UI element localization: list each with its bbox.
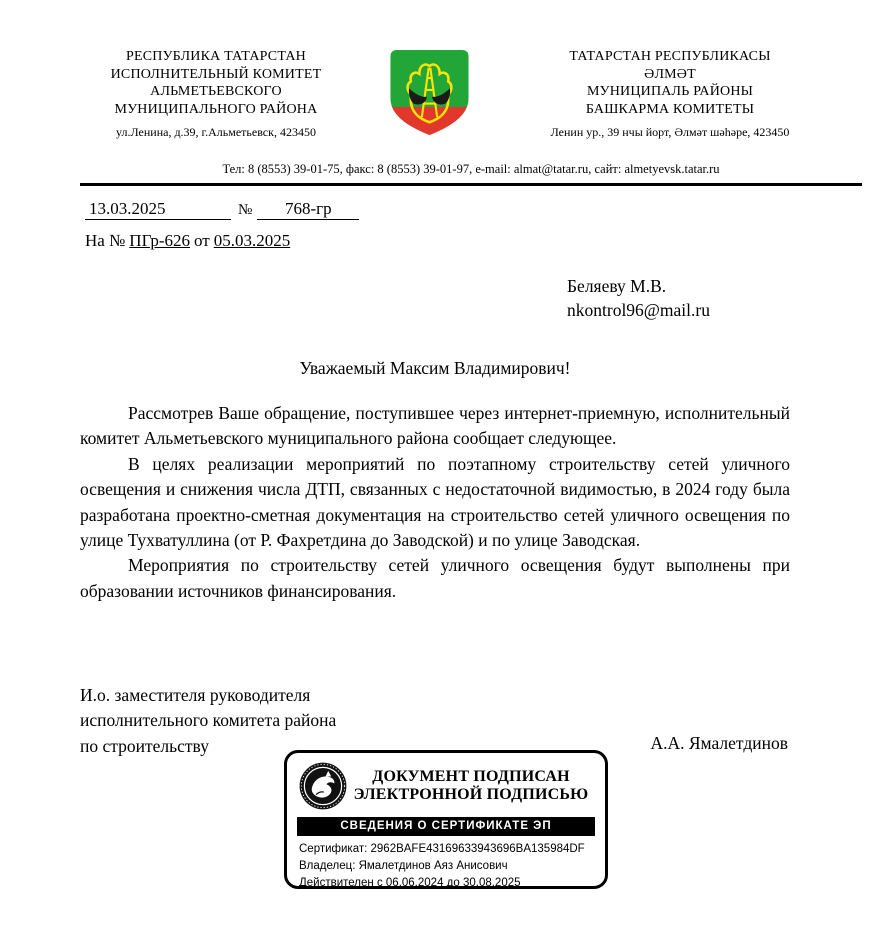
org-name-line: ИСПОЛНИТЕЛЬНЫЙ КОМИТЕТ: [110, 66, 322, 82]
body-paragraph: Мероприятия по строительству сетей уличного освещения будут выполнены при образовании источников финансирования.: [80, 555, 790, 601]
ref-date: 05.03.2025: [213, 231, 291, 250]
body-paragraph: В целях реализации мероприятий по поэтапному строительству сетей уличного освещения и снижения числа ДТП, связанных с недостаточной видимостью, в 2024 году была разработана проектно-сметная документация на строительство сетей уличного освещения по улице Тухватуллина (от Р. Фахретдина до Заводской) и по улице Заводская.: [80, 453, 790, 551]
contact-line: Тел: 8 (8553) 39-01-75, факс: 8 (8553) 39-01-97, e-mail: almat@tatar.ru, сайт: almetyevsk.tatar.ru: [80, 162, 862, 186]
stamp-title-line: ДОКУМЕНТ ПОДПИСАН: [372, 767, 570, 785]
addressee-block: [567, 275, 710, 322]
stamp-certificate-bar: СВЕДЕНИЯ О СЕРТИФИКАТЕ ЭП: [297, 817, 595, 836]
addressee-name: Беляеву М.В.: [567, 276, 667, 296]
body-paragraph: Рассмотрев Ваше обращение, поступившее через интернет-приемную, исполнительный комитет Альметьевского муниципального района сообщает следующее.: [80, 403, 790, 449]
org-name-line: МУНИЦИПАЛЬНОГО РАЙОНА: [114, 101, 318, 117]
number-sign: №: [238, 202, 253, 218]
signer-title-line: И.о. заместителя руководителя: [80, 685, 311, 705]
org-name-line: ТАТАРСТАН РЕСПУБЛИКАСЫ: [569, 49, 771, 64]
ref-number: ПГр-626: [129, 231, 190, 250]
stamp-title: [349, 768, 593, 805]
org-name-line: АЛЬМЕТЬЕВСКОГО: [150, 84, 282, 99]
signer-title: [80, 683, 336, 759]
org-name-line: МУНИЦИПАЛЬ РАЙОНЫ: [586, 84, 754, 99]
stamp-validity: Действителен с 06.06.2024 до 30.08.2025: [299, 877, 521, 889]
org-name-line: ӘЛМӘТ: [644, 66, 696, 82]
salutation: Уважаемый Максим Владимирович!: [299, 358, 571, 378]
org-address: ул.Ленина, д.39, г.Альметьевск, 423450: [116, 125, 316, 139]
addressee-email: nkontrol96@mail.ru: [567, 299, 710, 320]
org-name-line: БАШКАРМА КОМИТЕТЫ: [585, 101, 755, 117]
signer-name: А.А. Ямалетдинов: [650, 733, 788, 753]
electronic-signature-stamp: [284, 750, 608, 889]
ref-prefix: На №: [85, 231, 126, 250]
reference-row: [85, 231, 294, 251]
tatarstan-emblem-icon: [297, 760, 349, 812]
ref-middle: от: [194, 231, 210, 250]
stamp-certificate-number: Сертификат: 2962BAFE43169633943696BA135984DF: [299, 843, 585, 855]
stamp-header: [287, 753, 605, 814]
signer-title-line: по строительству: [80, 735, 209, 756]
org-address: Ленин ур., 39 нчы йорт, Әлмәт шәһәре, 423450: [550, 125, 790, 139]
almetyevsk-coat-of-arms-icon: [387, 47, 472, 138]
document-meta-row: [85, 195, 359, 220]
stamp-certificate-info: [287, 836, 605, 892]
org-name-line: РЕСПУБЛИКА ТАТАРСТАН: [125, 49, 306, 64]
letterhead-russian: [84, 48, 348, 142]
letterhead-tatar: [478, 48, 862, 142]
document-date: 13.03.2025: [85, 199, 231, 220]
signer-title-line: исполнительного комитета района: [80, 710, 337, 731]
stamp-title-line: ЭЛЕКТРОННОЙ ПОДПИСЬЮ: [353, 786, 589, 803]
stamp-owner: Владелец: Ямалетдинов Аяз Анисович: [299, 860, 508, 872]
letter-body: [80, 401, 790, 604]
document-number: 768-гр: [257, 199, 359, 220]
